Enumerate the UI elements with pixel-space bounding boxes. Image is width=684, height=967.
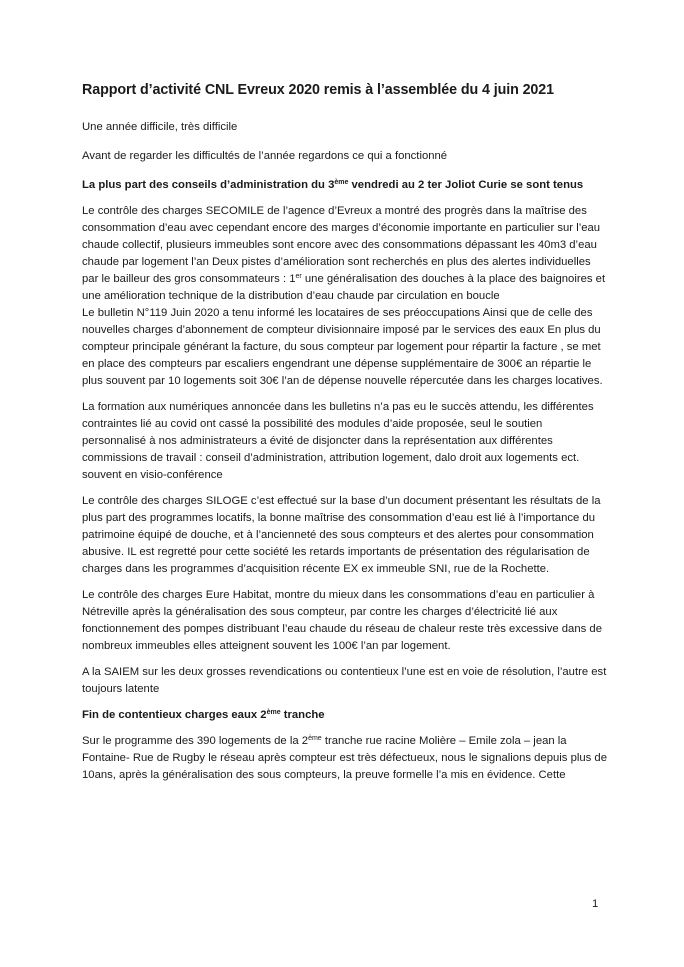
paragraph-text: Le contrôle des charges SECOMILE de l’agence d’Evreux a montré des progrès dans la maîtrise des consommation d’eau avec cependant encore des marges d’économie importante en particulier sur l’eau chaude collectif, plusieurs immeubles sont encore avec des consommations dépassant les 40m3 d’eau chaude par logement l’an Deux pistes d’amélioration sont recherchés en plus des alertes individuelles par le bailleur des gros consommateurs : 1 (82, 205, 601, 285)
paragraph-eure-habitat: Le contrôle des charges Eure Habitat, montre du mieux dans les consommations d’eau en particulier à Nétreville après la généralisation des sous compteur, par contre les charges d’électricité lié aux fonctionnement des pompes distribuant l’eau chaude du réseau de chaleur reste très excessive dans de nombreux immeubles elles atteignent souvent les 100€ l’an par logement. (82, 589, 602, 652)
heading-text: vendredi au 2 ter Joliot Curie se sont tenus (348, 179, 584, 191)
paragraph-bulletin: Le bulletin N°119 Juin 2020 a tenu informé les locataires de ses préoccupations Ainsi que de celle des nouvelles charges d’abonnement de compteur divisionnaire imposé par le services des eaux En plus du compteur principale générant la facture, du sous compteur par logement pour répartir la facture , se met en place des compteurs par escaliers engendrant une dépense supplémentaire de 300€ an répartie le plus souvent par 10 logements soit 30€ l’an de dépense nouvelle répercutée dans les charges locatives. (82, 307, 603, 387)
document-body (82, 80, 607, 793)
page-title: Rapport d’activité CNL Evreux 2020 remis à l’assemblée du 4 juin 2021 (82, 82, 554, 98)
paragraph-text: une généralisation des douches à la place des baignoires et une amélioration technique de la distribution d’eau chaude par circulation en boucle (82, 273, 606, 302)
heading-text: tranche (280, 709, 325, 721)
heading-text: La plus part des conseils d’administration du 3 (82, 179, 335, 191)
superscript: er (295, 273, 302, 280)
paragraph-formation: La formation aux numériques annoncée dans les bulletins n’a pas eu le succès attendu, les différentes contraintes lié au covid ont cassé la possibilité des modules d’aide proposée, seul le soutien personnalisé à nos administrateurs a évité de disjoncter dans la représentation aux différentes commissions de travail : conseil d’administration, attribution logement, dalo droit aux logements ect. souvent en visio-conférence (82, 401, 594, 481)
section-heading-conseils (82, 177, 607, 194)
paragraph-text: tranche rue racine Molière – Emile zola – jean la Fontaine- Rue de Rugby le réseau après compteur est très défectueux, nous le signalions depuis plus de 10ans, après la généralisation des sous compteurs, la preuve formelle l’a mis en évidence. Cette (82, 735, 607, 781)
paragraph-siloge: Le contrôle des charges SILOGE c’est effectué sur la base d’un document présentant les résultats de la plus part des programmes locatifs, la bonne maîtrise des consommation d’eau est lié à l’importance du patrimoine équipé de douche, et à l’ancienneté des sous compteurs et des alertes pour consommation abusive. IL est regretté pour cette société les retards importants de présentation des régularisation de charges dans les programmes d’acquisition récente EX ex immeuble SNI, rue de la Rochette. (82, 495, 601, 575)
intro-paragraph-1: Une année difficile, très difficile (82, 121, 238, 133)
heading-text: Fin de contentieux charges eaux 2 (82, 709, 267, 721)
paragraph-text: Sur le programme des 390 logements de la 2 (82, 735, 309, 747)
paragraph-saiem: A la SAIEM sur les deux grosses revendications ou contentieux l’une est en voie de résolution, l’autre est toujours latente (82, 666, 607, 695)
superscript: ème (266, 709, 281, 716)
superscript: ème (334, 179, 349, 186)
section-heading-contentieux (82, 707, 607, 724)
paragraph-programme-390 (82, 733, 607, 784)
intro-paragraph-2: Avant de regarder les difficultés de l’année regardons ce qui a fonctionné (82, 150, 448, 162)
paragraph-secomile (82, 203, 607, 305)
superscript: ème (308, 735, 322, 742)
page-number: 1 (592, 898, 599, 910)
